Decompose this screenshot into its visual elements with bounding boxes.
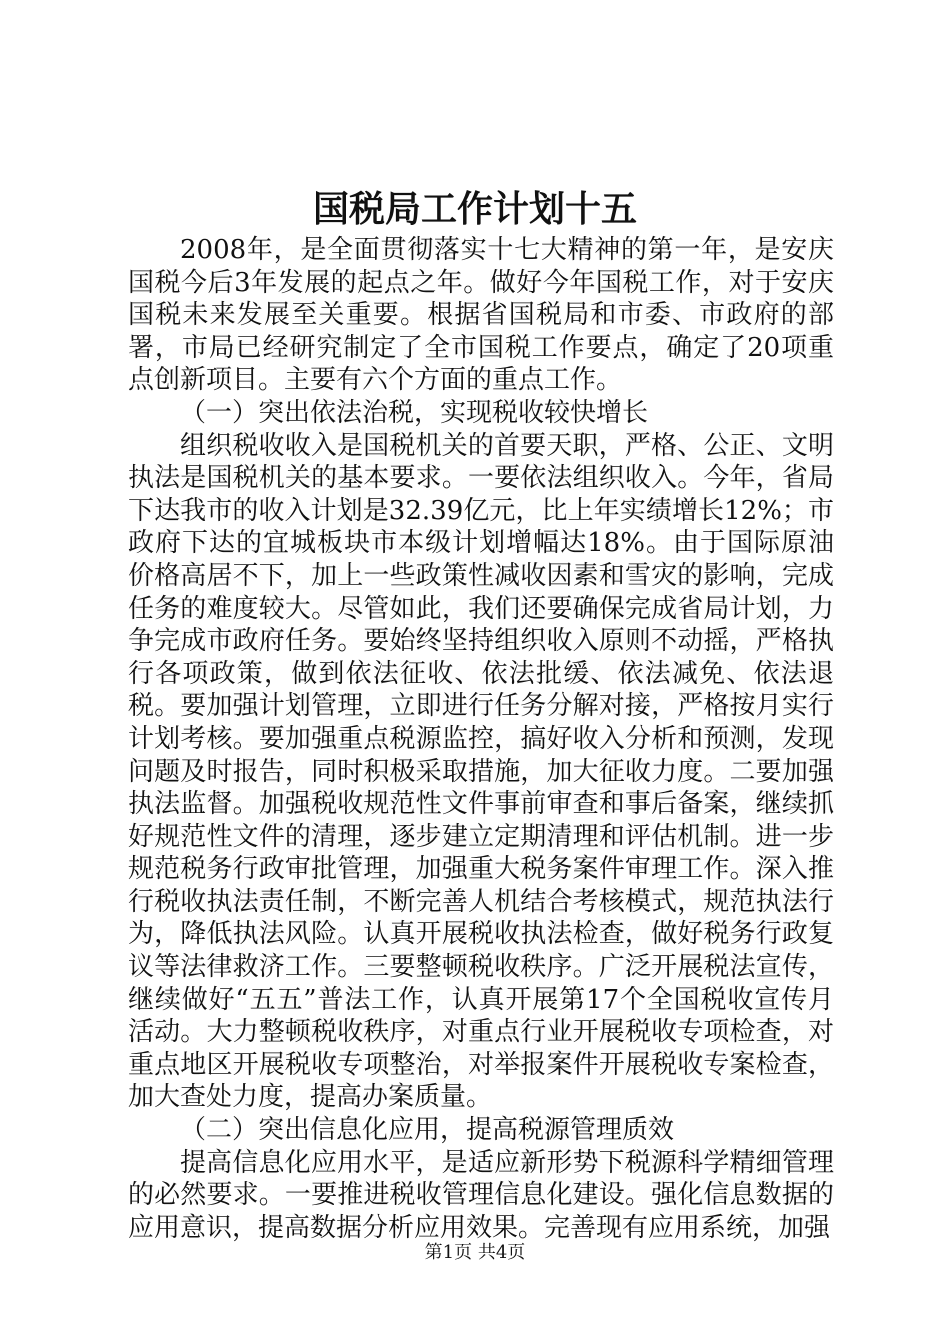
paragraph-section-2: 提高信息化应用水平，是适应新形势下税源科学精细管理的必然要求。一要推进税收管理信息化建设。强化信息数据的应用意识，提高数据分析应用效果。完善现有应用系统，加强 bbox=[128, 1147, 834, 1243]
document-body bbox=[128, 234, 834, 1244]
section-heading-2: （二）突出信息化应用，提高税源管理质效 bbox=[180, 1115, 675, 1146]
page-footer: 第1页 共4页 bbox=[424, 1242, 526, 1263]
document-title: 国税局工作计划十五 bbox=[312, 188, 637, 230]
section-heading-1: （一）突出依法治税，实现税收较快增长 bbox=[180, 397, 649, 428]
paragraph-section-1: 组织税收收入是国税机关的首要天职，严格、公正、文明执法是国税机关的基本要求。一要依法组织收入。今年，省局下达我市的收入计划是32.39亿元，比上年实绩增长12%；市政府下达的宜城板块市本级计划增幅达18%。由于国际原油价格高居不下，加上一些政策性减收因素和雪灾的影响，完成任务的难度较大。尽管如此，我们还要确保完成省局计划，力争完成市政府任务。要始终坚持组织收入原则不动摇，严格执行各项政策，做到依法征收、依法批缓、依法减免、依法退税。要加强计划管理，立即进行任务分解对接，严格按月实行计划考核。要加强重点税源监控，搞好收入分析和预测，发现问题及时报告，同时积极采取措施，加大征收力度。二要加强执法监督。加强税收规范性文件事前审查和事后备案，继续抓好规范性文件的清理，逐步建立定期清理和评估机制。进一步规范税务行政审批管理，加强重大税务案件审理工作。深入推行税收执法责任制，不断完善人机结合考核模式，规范执法行为，降低执法风险。认真开展税收执法检查，做好税务行政复议等法律救济工作。三要整顿税收秩序。广泛开展税法宣传，继续做好“五五”普法工作，认真开展第17个全国税收宣传月活动。大力整顿税收秩序，对重点行业开展税收专项检查，对重点地区开展税收专项整治，对举报案件开展税收专案检查，加大查处力度，提高办案质量。 bbox=[128, 430, 834, 1113]
paragraph-intro: 2008年，是全面贯彻落实十七大精神的第一年，是安庆国税今后3年发展的起点之年。做好今年国税工作，对于安庆国税未来发展至关重要。根据省国税局和市委、市政府的部署，市局已经研究制定了全市国税工作要点，确定了20项重点创新项目。主要有六个方面的重点工作。 bbox=[128, 235, 834, 396]
